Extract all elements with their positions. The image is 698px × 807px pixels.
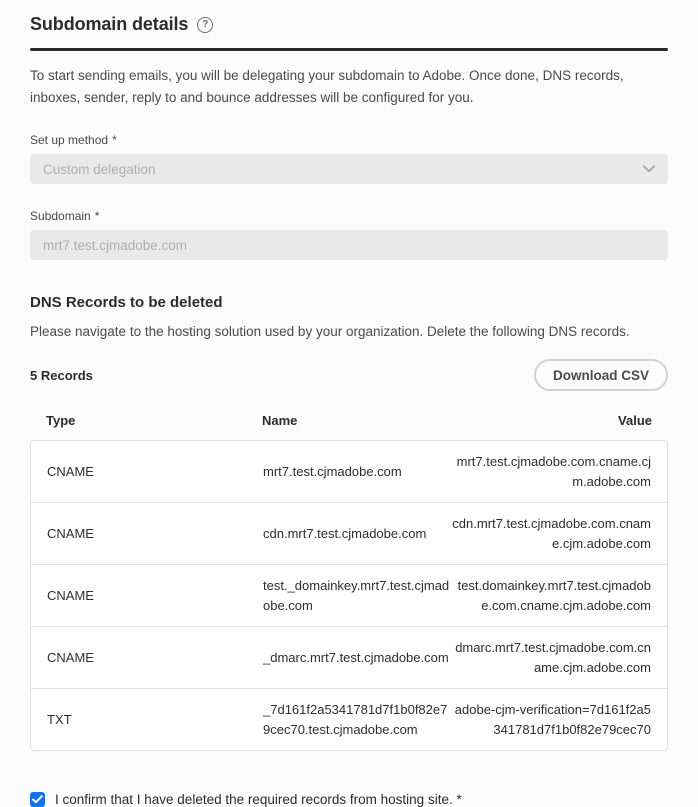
cell-type: CNAME: [47, 525, 94, 541]
cell-value: test.domainkey.mrt7.test.cjmadobe.com.cname.cjm.adobe.com: [457, 578, 651, 613]
dns-records-table: [30, 440, 668, 751]
cell-name: _7d161f2a5341781d7f1b0f82e79cec70.test.cjmadobe.com: [263, 702, 448, 737]
download-csv-button[interactable]: Download CSV: [534, 359, 668, 391]
cell-value: cdn.mrt7.test.cjmadobe.com.cname.cjm.adobe.com: [452, 516, 651, 551]
table-row: [31, 688, 667, 750]
cell-value: adobe-cjm-verification=7d161f2a5341781d7f1b0f82e79cec70: [454, 702, 651, 737]
page-title: Subdomain details: [30, 14, 189, 34]
setup-method-select[interactable]: [30, 154, 668, 184]
table-row: [31, 441, 667, 502]
cell-name: mrt7.test.cjmadobe.com: [263, 463, 402, 479]
confirmation-row: [30, 792, 668, 807]
cell-type: TXT: [47, 711, 72, 727]
cell-name: cdn.mrt7.test.cjmadobe.com: [263, 525, 427, 541]
subdomain-input[interactable]: [30, 230, 668, 260]
setup-method-value: Custom delegation: [43, 161, 156, 177]
table-row: [31, 626, 667, 688]
table-row: [31, 502, 667, 564]
help-circle-icon[interactable]: ?: [197, 17, 213, 33]
table-row: [31, 564, 667, 626]
setup-method-label: Set up method *: [30, 133, 117, 148]
table-header-row: [30, 413, 668, 440]
column-header-value: Value: [618, 413, 652, 429]
cell-type: CNAME: [47, 587, 94, 603]
dns-records-heading: DNS Records to be deleted: [30, 294, 223, 312]
column-header-type: Type: [46, 413, 76, 429]
cell-name: _dmarc.mrt7.test.cjmadobe.com: [263, 649, 449, 665]
cell-value: mrt7.test.cjmadobe.com.cname.cjm.adobe.com: [456, 454, 651, 489]
cell-value: dmarc.mrt7.test.cjmadobe.com.cname.cjm.adobe.com: [455, 640, 651, 675]
column-header-name: Name: [262, 413, 298, 429]
cell-name: test._domainkey.mrt7.test.cjmadobe.com: [263, 578, 450, 613]
chevron-down-icon: [643, 165, 655, 173]
required-asterisk: *: [94, 209, 100, 224]
confirm-checkbox[interactable]: [30, 792, 45, 807]
cell-type: CNAME: [47, 463, 94, 479]
subdomain-label: Subdomain *: [30, 209, 100, 224]
section-divider: [30, 48, 668, 51]
required-asterisk: *: [112, 133, 117, 148]
confirm-label[interactable]: I confirm that I have deleted the required records from hosting site. *: [55, 792, 462, 807]
records-count: 5 Records: [30, 367, 93, 383]
intro-text: To start sending emails, you will be delegating your subdomain to Adobe. Once done, DNS records, inboxes, sender, reply to and bounce addresses will be configured for you.: [30, 68, 624, 105]
records-toolbar: [30, 359, 668, 391]
dns-instruction-text: Please navigate to the hosting solution used by your organization. Delete the following DNS records.: [30, 324, 630, 340]
page-header: [30, 14, 668, 35]
check-icon: [32, 795, 43, 804]
subdomain-value: mrt7.test.cjmadobe.com: [43, 237, 188, 253]
cell-type: CNAME: [47, 649, 94, 665]
